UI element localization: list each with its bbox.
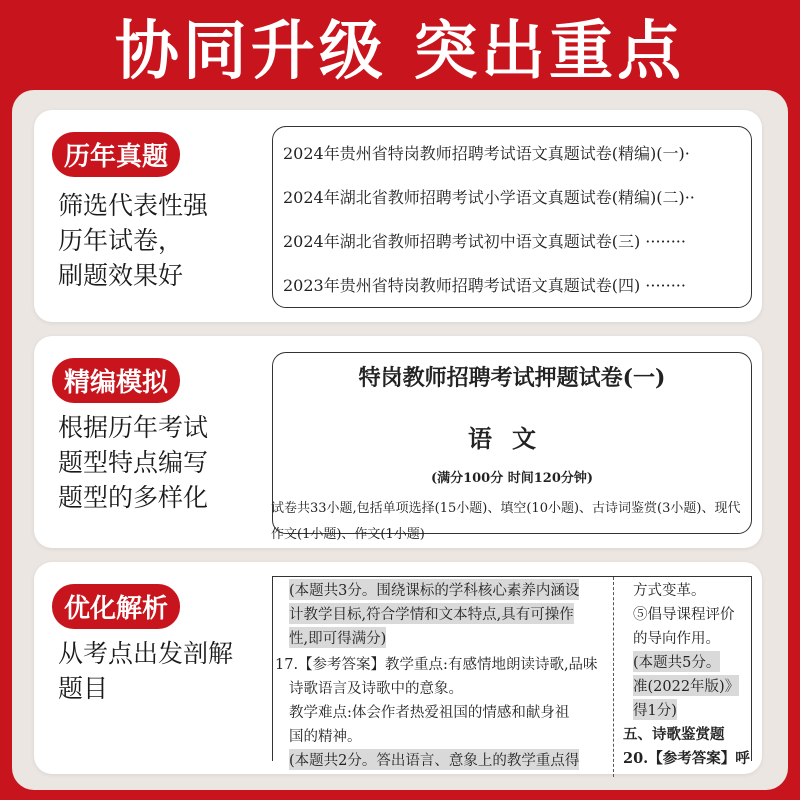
desc-line: 从考点出发剖解: [58, 639, 234, 668]
section-mock-exams: [34, 336, 762, 548]
toc-row: 2024年湖北省教师招聘考试初中语文真题试卷(三) ········: [283, 232, 686, 251]
toc-preview: [272, 126, 752, 308]
section-analysis: [34, 562, 762, 774]
desc-line: 题目: [58, 674, 109, 703]
badge-mock-exams: 精编模拟: [52, 358, 180, 403]
answer-line: 国的精神。: [289, 729, 362, 745]
banner: [0, 0, 800, 92]
answer-preview: [272, 576, 752, 769]
answer-line: 20.【参考答案】呼: [623, 750, 750, 767]
desc-line: 根据历年考试: [58, 413, 209, 442]
answer-line: (本题共3分。围绕课标的学科核心素养内涵设: [289, 579, 579, 600]
answer-line: (本题共5分。: [633, 651, 720, 672]
answer-line: 五、诗歌鉴赏题: [623, 726, 725, 743]
mock-paper-meta: (满分100分 时间120分钟): [430, 471, 594, 486]
mock-paper-title: 特岗教师招聘考试押题试卷(一): [358, 365, 666, 391]
section-past-exams: [34, 110, 762, 322]
answer-line: ⑤倡导课程评价: [633, 607, 735, 623]
answer-column-left: [275, 577, 603, 777]
mock-paper-note: 作文(1小题)、作文(1小题): [271, 527, 425, 542]
desc-line: 题型的多样化: [58, 483, 209, 512]
answer-line: 诗歌语言及诗歌中的意象。: [289, 681, 463, 697]
answer-line: 计教学目标,符合学情和文本特点,具有可操作: [289, 603, 574, 624]
answer-line: 教学难点:体会作者热爱祖国的情感和献身祖: [289, 705, 570, 721]
answer-line: 17.【参考答案】教学重点:有感情地朗读诗歌,品味: [275, 657, 598, 673]
mock-paper-subject: 语文: [468, 424, 556, 453]
banner-title: 协同升级 突出重点: [114, 15, 686, 89]
toc-row: 2023年贵州省特岗教师招聘考试语文真题试卷(四) ········: [283, 276, 686, 295]
badge-past-exams: 历年真题: [52, 132, 180, 177]
mock-paper-preview: [271, 352, 752, 542]
answer-line: 方式变革。: [633, 583, 706, 599]
answer-column-right: [623, 577, 763, 777]
column-divider: [613, 577, 614, 777]
desc-line: 历年试卷，: [58, 226, 184, 255]
section-description: [58, 636, 233, 706]
answer-line: 准(2022年版)》: [633, 675, 739, 696]
desc-line: 题型特点编写: [58, 448, 209, 477]
section-description: [58, 188, 208, 293]
answer-line: 的导向作用。: [633, 631, 720, 647]
badge-analysis: 优化解析: [52, 584, 180, 629]
toc-row: 2024年湖北省教师招聘考试小学语文真题试卷(精编)(二)··: [283, 188, 695, 207]
answer-line: 得1分): [633, 699, 677, 720]
mock-paper-note: 试卷共33小题,包括单项选择(15小题)、填空(10小题)、古诗词鉴赏(3小题)、现代: [271, 501, 741, 516]
answer-line: 性,即可得满分): [289, 627, 386, 648]
desc-line: 筛选代表性强: [58, 191, 209, 220]
answer-line: (本题共2分。答出语言、意象上的教学重点得: [289, 749, 579, 770]
desc-line: 刷题效果好: [58, 261, 184, 290]
toc-row: 2024年贵州省特岗教师招聘考试语文真题试卷(精编)(一)·: [283, 144, 690, 163]
section-description: [58, 410, 208, 515]
